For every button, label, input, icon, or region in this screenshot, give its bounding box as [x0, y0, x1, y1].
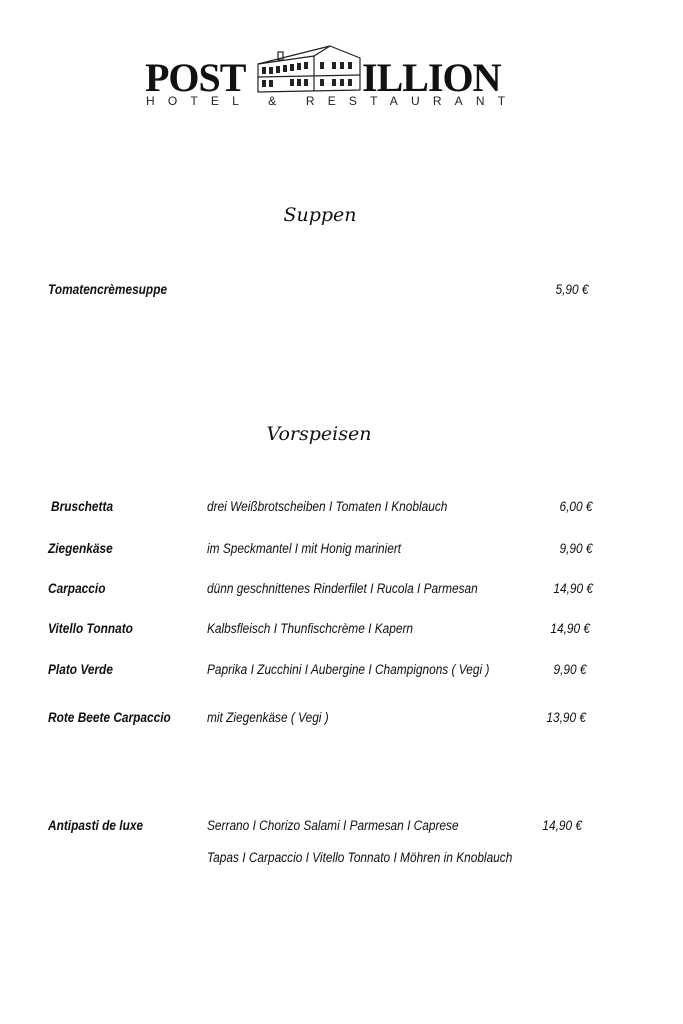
item-name: Plato Verde [48, 662, 113, 677]
item-description: dünn geschnittenes Rinderfilet I Rucola I Parmesan [207, 581, 478, 596]
item-price: 9,90 € [559, 541, 593, 556]
item-description: Serrano I Chorizo Salami I Parmesan I Caprese [207, 818, 459, 833]
item-description: drei Weißbrotscheiben I Tomaten I Knoblauch [207, 499, 448, 514]
logo-subtitle: HOTEL & RESTAURANT [146, 94, 519, 108]
item-description: im Speckmantel I mit Honig mariniert [207, 541, 402, 556]
item-name: Rote Beete Carpaccio [48, 710, 171, 725]
item-name: Tomatencrèmesuppe [48, 282, 168, 297]
section-heading: Vorspeisen [266, 423, 372, 445]
item-price: 5,90 € [555, 282, 589, 297]
item-description: Paprika I Zucchini I Aubergine I Champignons ( Vegi ) [207, 662, 490, 677]
logo-text-left: POST [145, 55, 246, 100]
item-description: Kalbsfleisch I Thunfischcrème I Kapern [207, 621, 414, 636]
item-price: 14,90 € [542, 818, 582, 833]
item-name: Carpaccio [48, 581, 106, 596]
item-price: 14,90 € [550, 621, 590, 636]
item-name: Ziegenkäse [48, 541, 113, 556]
item-price: 9,90 € [553, 662, 587, 677]
item-name: Vitello Tonnato [48, 621, 133, 636]
section-heading: Suppen [283, 204, 357, 226]
item-description: mit Ziegenkäse ( Vegi ) [207, 710, 329, 725]
logo-text-right: ILLION [362, 55, 501, 100]
hotel-building-icon [256, 42, 362, 94]
item-price: 6,00 € [559, 499, 593, 514]
item-description-line2: Tapas I Carpaccio I Vitello Tonnato I Möhren in Knoblauch [207, 850, 513, 865]
item-name: Antipasti de luxe [48, 818, 144, 833]
item-price: 13,90 € [546, 710, 586, 725]
item-name: Bruschetta [51, 499, 114, 514]
item-price: 14,90 € [553, 581, 593, 596]
